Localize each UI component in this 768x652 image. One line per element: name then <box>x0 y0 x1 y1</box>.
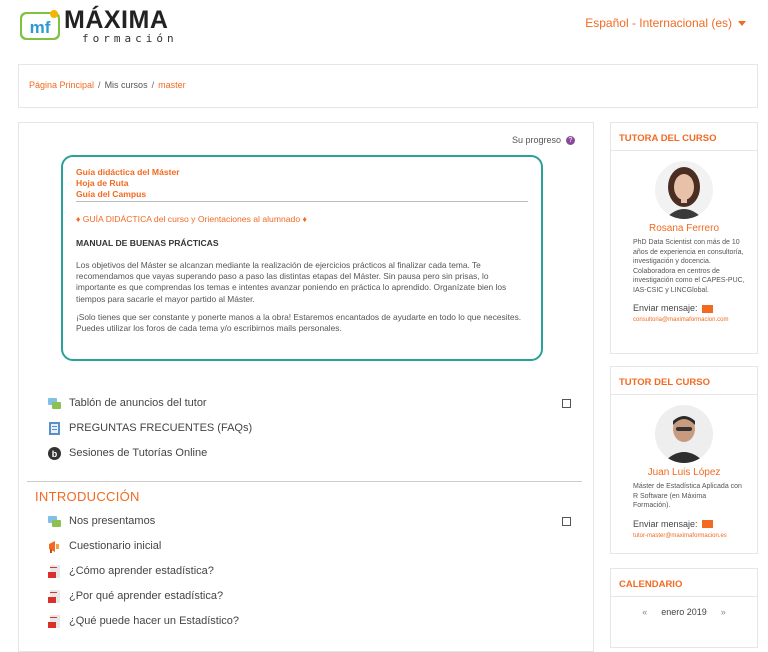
breadcrumb-current[interactable]: master <box>158 80 186 90</box>
divider <box>76 201 528 202</box>
tutor-email[interactable]: consultoria@maximaformacion.com <box>633 317 729 323</box>
completion-checkbox[interactable] <box>562 517 571 526</box>
breadcrumb-bar <box>18 64 758 108</box>
tutor-card <box>611 151 757 323</box>
activity-label[interactable]: ¿Qué puede hacer un Estadístico? <box>69 615 239 627</box>
intro-activities <box>45 509 575 634</box>
breadcrumb-mycourses[interactable]: Mis cursos <box>104 80 148 90</box>
glossary-icon <box>47 421 62 436</box>
activity-item[interactable] <box>45 391 575 416</box>
activity-item[interactable] <box>45 416 575 441</box>
envelope-icon[interactable] <box>702 305 713 313</box>
manual-paragraph-1: Los objetivos del Máster se alcanzan mediante la realización de ejercicios prácticos al finalizar cada tema. Te recomendamos que vayas superando paso a paso las distintas etapas del Máster. Sin pausa pero sin prisas, lo importante es que comprendas los temas e intentes avanzar poniendo en práctica lo aprendido. Organízate bien los tiempos para sacarle el mayor partido al Máster. <box>76 260 507 304</box>
progress-indicator <box>512 135 575 145</box>
tutor-card <box>611 395 757 539</box>
activity-item[interactable] <box>45 559 575 584</box>
block-calendar <box>610 568 758 648</box>
svg-text:b: b <box>51 449 58 459</box>
feedback-icon <box>47 539 62 554</box>
calendar-prev-button[interactable]: « <box>642 607 648 617</box>
link-guia-campus[interactable]: Guía del Campus <box>76 189 147 199</box>
tutor-name[interactable]: Rosana Ferrero <box>648 223 720 234</box>
tutor-bio: PhD Data Scientist con más de 10 años de experiencia en consultoría, investigación y docencia. Colaboradora en centros de investigación como el CAPES-PUC, IAS-CSIC y LINCGlobal. <box>633 239 745 294</box>
calendar-nav <box>611 597 757 617</box>
section-divider <box>27 481 582 482</box>
link-hoja-ruta[interactable]: Hoja de Ruta <box>76 178 129 188</box>
avatar <box>655 161 713 219</box>
tutor-email[interactable]: tutor-master@maximaformacion.es <box>633 532 727 539</box>
caret-down-icon <box>738 21 746 26</box>
language-selector[interactable] <box>585 16 746 30</box>
activity-label[interactable]: Sesiones de Tutorías Online <box>69 447 208 459</box>
calendar-next-button[interactable]: » <box>720 607 726 617</box>
calendar-month: enero 2019 <box>661 607 707 617</box>
tutor-bio: Máster de Estadística Aplicada con R Software (en Máxima Formación). <box>633 483 742 509</box>
pdf-icon <box>47 589 62 604</box>
progress-label: Su progreso <box>511 135 561 145</box>
activity-label[interactable]: PREGUNTAS FRECUENTES (FAQs) <box>69 422 253 434</box>
block-title: TUTOR DEL CURSO <box>611 367 757 395</box>
language-label: Español - Internacional (es) <box>585 16 732 30</box>
activity-label[interactable]: ¿Por qué aprender estadística? <box>69 590 224 602</box>
activity-item[interactable] <box>45 509 575 534</box>
section-title: INTRODUCCIÓN <box>35 489 140 504</box>
activity-item[interactable] <box>45 609 575 634</box>
tutora-photo <box>655 161 713 219</box>
info-links <box>76 167 528 200</box>
breadcrumb: Página Principal / Mis cursos / master <box>29 80 186 90</box>
breadcrumb-home[interactable]: Página Principal <box>29 80 95 90</box>
logo-sub-text: formación <box>82 32 178 45</box>
site-logo[interactable] <box>18 6 178 46</box>
help-icon[interactable]: ? <box>566 136 575 145</box>
envelope-icon[interactable] <box>702 520 713 528</box>
completion-checkbox[interactable] <box>562 399 571 408</box>
course-info-box <box>61 155 543 361</box>
forum-icon <box>47 514 62 529</box>
send-message[interactable] <box>611 295 757 313</box>
activity-label[interactable]: Nos presentamos <box>69 515 156 527</box>
block-tutora <box>610 122 758 354</box>
block-title: TUTORA DEL CURSO <box>611 123 757 151</box>
tutor-name[interactable]: Juan Luis López <box>647 467 721 478</box>
site-header <box>0 0 768 50</box>
guide-link[interactable]: ♦ GUÍA DIDÁCTICA del curso y Orientaciones al alumnado ♦ <box>76 214 307 224</box>
activity-label[interactable]: ¿Cómo aprender estadística? <box>69 565 214 577</box>
pdf-icon <box>47 614 62 629</box>
activity-item[interactable] <box>45 441 575 466</box>
bigbluebutton-icon <box>47 446 62 461</box>
link-guia-didactica[interactable]: Guía didáctica del Máster <box>76 167 180 177</box>
forum-icon <box>47 396 62 411</box>
manual-title: MANUAL DE BUENAS PRÁCTICAS <box>76 238 219 248</box>
activity-label[interactable]: Tablón de anuncios del tutor <box>69 397 207 409</box>
pdf-icon <box>47 564 62 579</box>
block-title: CALENDARIO <box>611 569 757 597</box>
avatar <box>655 405 713 463</box>
svg-text:mf: mf <box>29 18 51 37</box>
activity-item[interactable] <box>45 584 575 609</box>
send-message-label: Enviar mensaje: <box>633 518 698 529</box>
send-message-label: Enviar mensaje: <box>633 303 698 313</box>
activity-label[interactable]: Cuestionario inicial <box>69 540 162 552</box>
manual-paragraph-2: ¡Solo tienes que ser constante y ponerte manos a la obra! Estaremos encantados de ayudarte en todo lo que necesites. Puedes utilizar los foros de cada tema y/o escribirnos mails personales. <box>76 311 522 334</box>
course-content <box>18 122 594 652</box>
send-message[interactable] <box>611 511 757 529</box>
tutor-photo <box>655 405 713 463</box>
logo-brand-text: MÁXIMA <box>64 6 169 34</box>
block-tutor <box>610 366 758 554</box>
general-activities <box>45 391 575 466</box>
activity-item[interactable] <box>45 534 575 559</box>
logo-mark-icon <box>18 8 62 44</box>
